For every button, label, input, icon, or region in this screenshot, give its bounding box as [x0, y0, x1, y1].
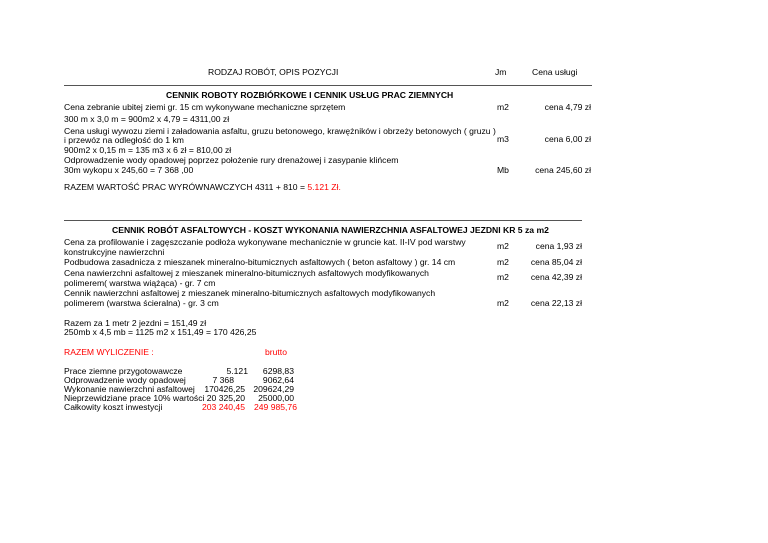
header-unit: Jm — [495, 67, 507, 77]
section1-total — [64, 182, 341, 192]
section2-price: cena 85,04 zł — [530, 257, 582, 267]
summary-brutto-label: brutto — [265, 347, 287, 357]
summary-row-name: Nieprzewidziane prace 10% wartości — [64, 393, 205, 403]
summary-row-net: 5.121 — [226, 366, 248, 376]
section1-total-value: 5.121 Zł. — [307, 182, 341, 192]
section2-item: Cennik nawierzchni asfaltowej z mieszanek mineralno-bitumicznych asfaltowych modyfikowanych polimerem (warstwa ścieralna) - gr. 3 cm — [64, 288, 436, 309]
section1-total-label: RAZEM WARTOŚĆ PRAC WYRÓWNAWCZYCH 4311 + 810 = — [64, 182, 308, 192]
section1-title: CENNIK ROBOTY ROZBIÓRKOWE I CENNIK USŁUG PRAC ZIEMNYCH — [166, 90, 454, 100]
summary-row-net: 20 325,20 — [206, 393, 245, 403]
section2-calc-line: Razem za 1 metr 2 jezdni = 151,49 zł — [64, 318, 207, 328]
header-price: Cena usługi — [532, 67, 578, 77]
summary-row-gross: 9062,64 — [262, 375, 294, 385]
divider — [64, 220, 582, 221]
section2-unit: m2 — [497, 272, 509, 282]
summary-row-name: Wykonanie nawierzchni asfaltowej — [64, 384, 195, 394]
section1-line: Cena zebranie ubitej ziemi gr. 15 cm wykonywane mechaniczne sprzętem — [64, 102, 346, 112]
section2-item: Cena za profilowanie i zagęszczanie podłoża wykonywane mechanicznie w gruncie kat. II-IV pod warstwy konstrukcyjne nawierzchni — [64, 237, 466, 258]
section1-price: cena 4,79 zł — [544, 102, 591, 112]
section1-line: i przewóz na odległość do 1 km — [64, 135, 184, 145]
summary-row-net: 170426,25 — [204, 384, 245, 394]
section2-calc-line: 250mb x 4,5 mb = 1125 m2 x 151,49 = 170 426,25 — [64, 327, 257, 337]
summary-row-name: Całkowity koszt inwestycji — [64, 402, 163, 412]
section1-line: Odprowadzenie wody opadowej poprzez położenie rury drenażowej i zasypanie klińcem — [64, 155, 399, 165]
section2-title: CENNIK ROBÓT ASFALTOWYCH - KOSZT WYKONANIA NAWIERZCHNIA ASFALTOWEJ JEZDNI KR 5 za m2 — [112, 225, 549, 235]
section1-line: 30m wykopu x 245,60 = 7 368 ,00 — [64, 165, 194, 175]
section2-price: cena 42,39 zł — [530, 272, 582, 282]
section1-line: 900m2 x 0,15 m = 135 m3 x 6 zł = 810,00 zł — [64, 145, 232, 155]
section2-unit: m2 — [497, 241, 509, 251]
section1-price: cena 245,60 zł — [535, 165, 591, 175]
section2-unit: m2 — [497, 257, 509, 267]
section1-price: cena 6,00 zł — [544, 134, 591, 144]
section1-unit: m2 — [497, 102, 509, 112]
section1-line: Cena usługi wywozu ziemi i załadowania asfaltu, gruzu betonowego, krawężników i obrzeży betonowych ( gruzu ) — [64, 126, 496, 136]
summary-row-gross: 25000,00 — [258, 393, 294, 403]
section2-price: cena 22,13 zł — [530, 298, 582, 308]
summary-label: RAZEM WYLICZENIE : — [64, 347, 154, 357]
section2-price: cena 1,93 zł — [535, 241, 582, 251]
summary-total-net: 203 240,45 — [201, 402, 245, 412]
section1-line: 300 m x 3,0 m = 900m2 x 4,79 = 4311,00 zł — [64, 114, 230, 124]
section2-item: Cena nawierzchni asfaltowej z mieszanek mineralno-bitumicznych asfaltowych modyfikowanych polimerem( warstwa wiążąca) - gr. 7 cm — [64, 268, 429, 289]
summary-row-name: Prace ziemne przygotowawcze — [64, 366, 183, 376]
summary-row-name: Odprowadzenie wody opadowej — [64, 375, 186, 385]
section2-unit: m2 — [497, 298, 509, 308]
summary-row-net: 7 368 — [212, 375, 234, 385]
summary-total-gross: 249 985,76 — [253, 402, 297, 412]
section1-unit: Mb — [497, 165, 509, 175]
section2-item: Podbudowa zasadnicza z mieszanek mineralno-bitumicznych asfaltowych ( beton asfaltowy ) gr. 14 cm — [64, 257, 456, 267]
summary-row-gross: 209624,29 — [253, 384, 294, 394]
section1-unit: m3 — [497, 134, 509, 144]
divider — [64, 85, 592, 86]
summary-row-gross: 6298,83 — [262, 366, 294, 376]
header-description: RODZAJ ROBÓT, OPIS POZYCJI — [208, 67, 339, 77]
